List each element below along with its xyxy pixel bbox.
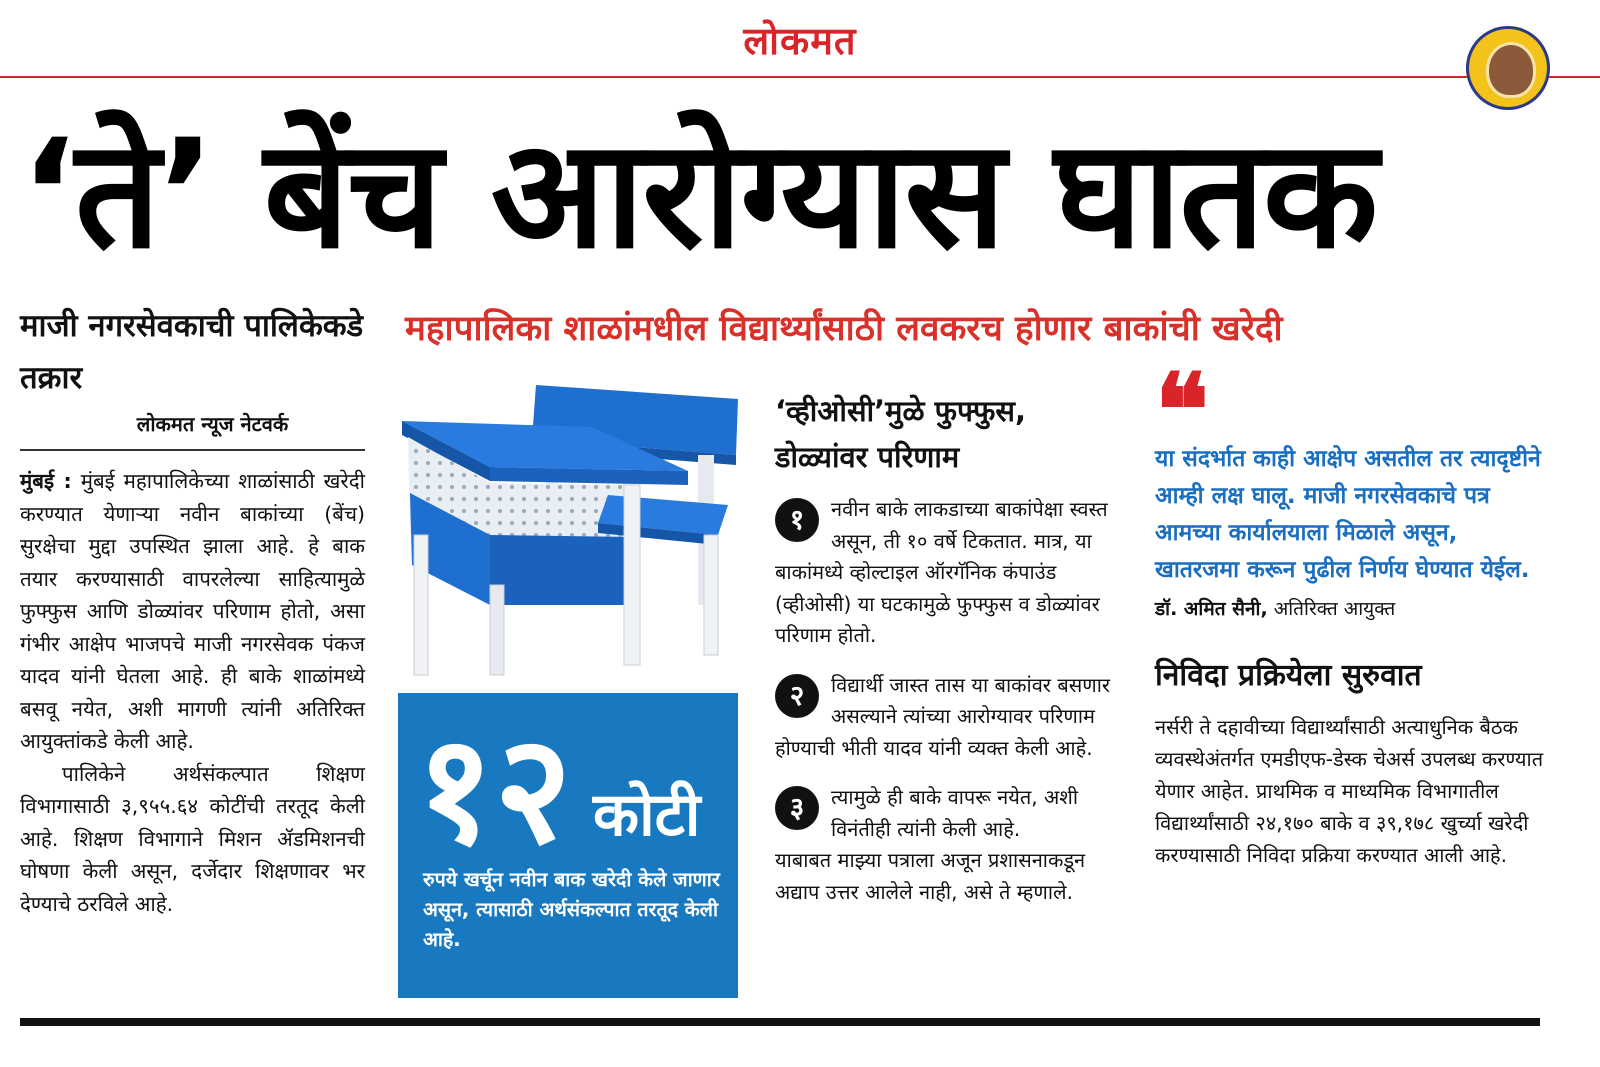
point-text: त्यामुळे ही बाके वापरू नयेत, अशी विनंतीही त्यांनी केली आहे. bbox=[831, 785, 1079, 841]
point-2 bbox=[775, 670, 1120, 765]
left-kicker: माजी नगरसेवकाची पालिकेकडे तक्रार bbox=[20, 308, 364, 396]
left-column bbox=[20, 300, 365, 920]
middle-column bbox=[775, 388, 1120, 908]
voc-heading: ‘व्हीओसी’मुळे फुफ्फुस, डोळ्यांवर परिणाम bbox=[775, 394, 1026, 474]
subheadline: महापालिका शाळांमधील विद्यार्थ्यांसाठी लवकरच होणार बाकांची खरेदी bbox=[405, 309, 1283, 349]
point-number-badge: ३ bbox=[775, 786, 819, 830]
author-portrait-icon bbox=[1486, 42, 1536, 98]
cost-description: रुपये खर्चून नवीन बाक खरेदी केले जाणार असून, त्यासाठी अर्थसंकल्पात तरतूद केली आहे. bbox=[423, 868, 720, 951]
point-1 bbox=[775, 494, 1120, 652]
cost-highlight-box bbox=[398, 693, 738, 998]
official-name: डॉ. अमित सैनी, bbox=[1155, 598, 1268, 620]
byline: लोकमत न्यूज नेटवर्क bbox=[136, 412, 289, 436]
cost-number: १२ bbox=[416, 703, 573, 877]
official-title: अतिरिक्त आयुक्त bbox=[1273, 598, 1396, 620]
headline: ‘ते’ बेंच आरोग्यास घातक bbox=[20, 108, 1377, 282]
bottom-rule bbox=[20, 1018, 1540, 1026]
point-number-badge: १ bbox=[775, 498, 819, 542]
article-para-1 bbox=[20, 465, 365, 758]
point-3 bbox=[775, 782, 1120, 845]
para-1-text: मुंबई महापालिकेच्या शाळांसाठी खरेदी करण्यात येणाऱ्या नवीन बाकांच्या (बेंच) सुरक्षेचा मुद्दा उपस्थित झाला आहे. हे बाक तयार करण्यासाठी वापरलेल्या साहित्यामुळे फुफ्फुस आणि डोळ्यांवर परिणाम होतो, असा गंभीर आक्षेप भाजपचे माजी नगरसेवक पंकज यादव यांनी घेतला आहे. ही बाके शाळांमध्ये बसवू नयेत, अशी मागणी त्यांनी अतिरिक्त आयुक्तांकडे केली आहे. bbox=[20, 469, 365, 753]
tender-text: नर्सरी ते दहावीच्या विद्यार्थ्यांसाठी अत्याधुनिक बैठक व्यवस्थेअंतर्गत एमडीएफ-डेस्क चेअर्स उपलब्ध करण्यात येणार आहेत. प्राथमिक व माध्यमिक विभागातील विद्यार्थ्यांसाठी २४,१७० बाके व ३९,१७८ खुर्च्या खरेदी करण्यासाठी निविदा प्रक्रिया करण्यात आली आहे. bbox=[1155, 715, 1544, 867]
masthead-rule bbox=[0, 76, 1600, 78]
cost-unit: कोटी bbox=[593, 780, 701, 850]
point-text: विद्यार्थी जास्त तास या बाकांवर बसणार असल्याने त्यांच्या आरोग्यावर परिणाम होण्याची भीती यादव यांनी व्यक्त केली आहे. bbox=[775, 672, 1111, 760]
tender-heading: निविदा प्रक्रियेला सुरुवात bbox=[1155, 658, 1422, 693]
dateline-place: मुंबई : bbox=[20, 469, 72, 493]
point-number-badge: २ bbox=[775, 674, 819, 718]
quote-mark-icon: ❝ bbox=[1155, 351, 1209, 469]
school-bench-image bbox=[398, 385, 743, 680]
right-column bbox=[1155, 351, 1545, 871]
article-para-2: पालिकेने अर्थसंकल्पात शिक्षण विभागासाठी ३,९५५.६४ कोटींची तरतूद केली आहे. शिक्षण विभागाने मिशन ॲडमिशनची घोषणा केली असून, दर्जेदार शिक्षणावर भर देण्याचे ठरविले आहे. bbox=[20, 761, 365, 916]
official-quote: या संदर्भात काही आक्षेप असतील तर त्यादृष्टीने आम्ही लक्ष घालू. माजी नगरसेवकाचे पत्र आमच्या कार्यालयाला मिळाले असून, खातरजमा करून पुढील निर्णय घेण्यात येईल. bbox=[1155, 446, 1541, 583]
point-text: नवीन बाके लाकडाच्या बाकांपेक्षा स्वस्त असून, ती १० वर्षे टिकतात. मात्र, या बाकांमध्ये व्होल्टाइल ऑरगॅनिक कंपाउंड (व्हीओसी) या घटकामुळे फुफ्फुस व डोळ्यांवर परिणाम होतो. bbox=[775, 497, 1108, 647]
byline-divider bbox=[20, 449, 365, 451]
quote-attribution bbox=[1155, 595, 1545, 621]
newspaper-logo: लोकमत bbox=[743, 19, 857, 63]
middle-tail-text: याबाबत माझ्या पत्राला अजून प्रशासनाकडून अद्याप उत्तर आलेले नाही, असे ते म्हणाले. bbox=[775, 848, 1086, 904]
